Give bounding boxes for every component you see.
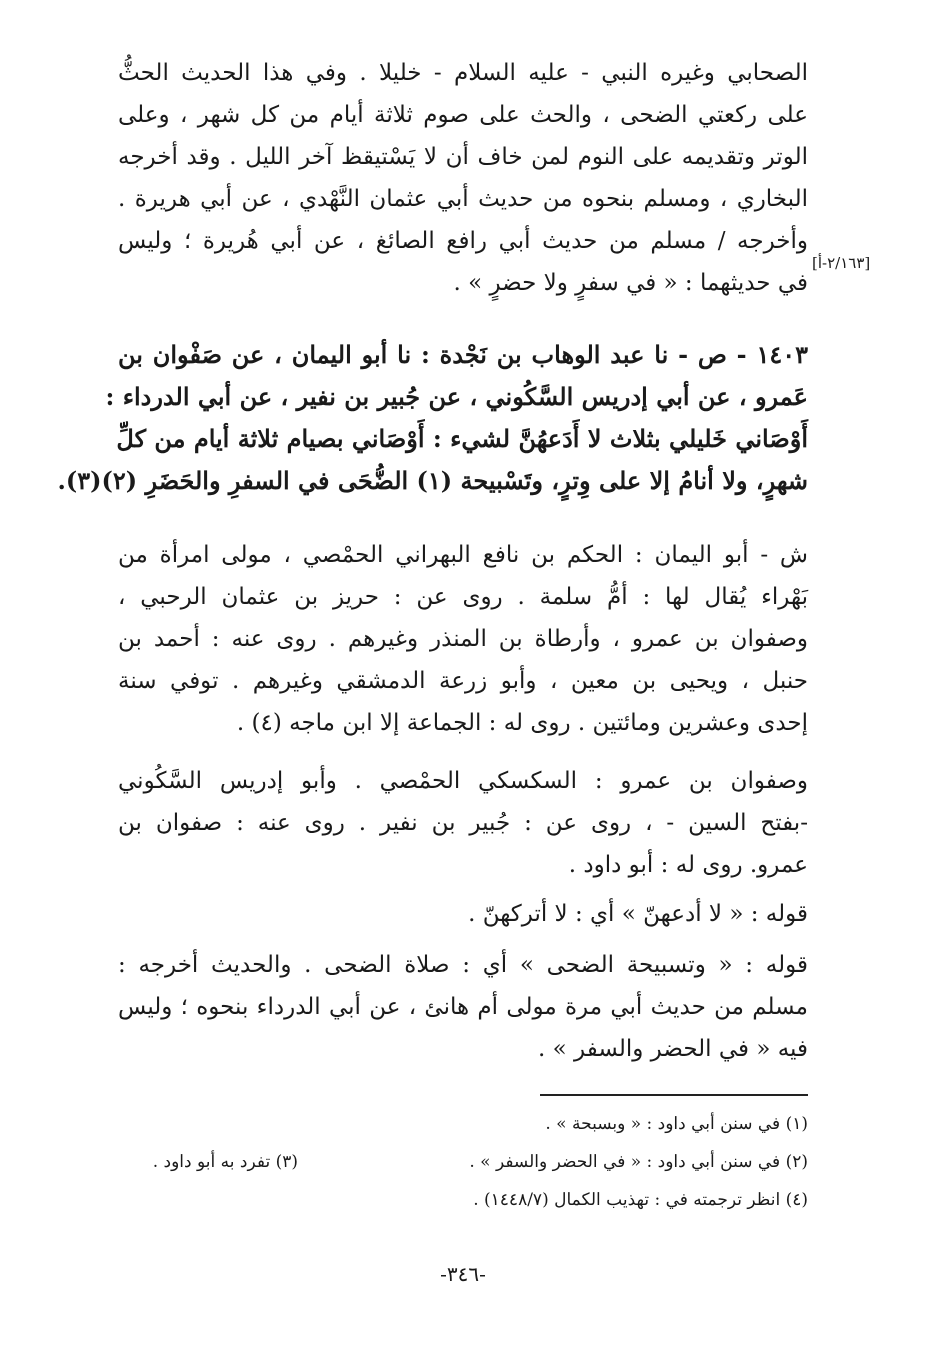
- footnote-2: (٢) في سنن أبي داود : « في الحضر والسفر » .: [469, 1152, 808, 1172]
- footnote-1: (١) في سنن أبي داود : « وبسبحة » .: [545, 1114, 808, 1134]
- page-number: -٣٤٦-: [440, 1262, 486, 1286]
- text-line: البخاري ، ومسلم بنحوه من حديث أبي عثمان النَّهْدي ، عن أبي هريرة .: [118, 186, 808, 212]
- text-line: على ركعتي الضحى ، والحث على صوم ثلاثة أيام من كل شهر ، وعلى: [118, 102, 808, 128]
- text-line: ١٤٠٣ - ص - نا عبد الوهاب بن نَجْدة : نا أبو اليمان ، عن صَفْوان بن: [118, 340, 808, 369]
- hadith-text: [57, 334, 808, 502]
- text-line: قوله : « وتسبيحة الضحى » أي : صلاة الضحى . والحديث أخرجه :: [118, 952, 808, 978]
- text-line: إحدى وعشرين ومائتين . روى له : الجماعة إلا ابن ماجه (٤) .: [236, 710, 808, 736]
- text-line: عمرو. روى له : أبو داود .: [568, 852, 808, 878]
- footnote-separator: [540, 1094, 808, 1096]
- text-line: -بفتح السين - ، روى عن : جُبير بن نفير . روى عنه : صفوان بن: [118, 810, 808, 836]
- text-line: حنبل ، ويحيى بن معين ، وأبو زرعة الدمشقي وغيرهم . توفي سنة: [118, 668, 808, 694]
- text-line: أَوْصَاني خَليلي بثلاث لا أَدَعهُنَّ لشيء : أَوْصَاني بصيام ثلاثة أيام من كلِّ: [116, 424, 808, 453]
- paragraph-qawl-2: [118, 944, 808, 1070]
- footnote-3: (٣) تفرد به أبو داود .: [152, 1152, 298, 1172]
- text-line: بَهْراء يُقال لها : أمُّ سلمة . روى عن : حريز بن عثمان الرحبي ،: [118, 584, 808, 610]
- footnote-4: (٤) انظر ترجمته في : تهذيب الكمال (١٤٤٨/٧) .: [473, 1190, 808, 1210]
- manuscript-folio-note: [٢/١٦٣-أ]: [812, 254, 871, 272]
- text-line: الصحابي وغيره النبي - عليه السلام - خليلا . وفي هذا الحديث الحثُّ: [118, 60, 808, 86]
- paragraph-commentary-intro: [118, 52, 808, 304]
- paragraph-narrator-safwan: [118, 760, 808, 886]
- text-line: الوتر وتقديمه على النوم لمن خاف أن لا يَسْتيقظ آخر الليل . وقد أخرجه: [118, 144, 808, 170]
- text-line: وصفوان بن عمرو ، وأرطاة بن المنذر وغيرهم . روى عنه : أحمد بن: [118, 626, 808, 652]
- text-line: وصفوان بن عمرو : السكسكي الحمْصي . وأبو إدريس السَّكُوني: [118, 768, 808, 794]
- text-line: مسلم من حديث أبي مرة مولى أم هانئ ، عن أبي الدرداء بنحوه ؛ وليس: [118, 994, 808, 1020]
- text-line: في حديثهما : « في سفرٍ ولا حضرٍ » .: [453, 270, 808, 296]
- text-line: فيه « في الحضر والسفر » .: [538, 1036, 808, 1062]
- paragraph-qawl-1: [118, 893, 808, 935]
- paragraph-narrator-abu-al-yaman: [118, 534, 808, 744]
- text-line: قوله : « لا أدعهنّ » أي : لا أتركهنّ .: [468, 901, 808, 927]
- text-line: وأخرجه / مسلم من حديث أبي رافع الصائغ ، عن أبي هُريرة ؛ وليس: [118, 228, 808, 254]
- text-line: عَمرو ، عن أبي إدريس السَّكُوني ، عن جُبير بن نفير ، عن أبي الدرداء :: [105, 382, 808, 411]
- text-line: شهرٍ، ولا أنامُ إلا على وِترٍ، وتَسْبيحة (١) الضُّحَى في السفرِ والحَضَرِ (٢)(٣).: [57, 466, 808, 495]
- text-line: ش - أبو اليمان : الحكم بن نافع البهراني الحمْصي ، مولى امرأة من: [118, 542, 808, 568]
